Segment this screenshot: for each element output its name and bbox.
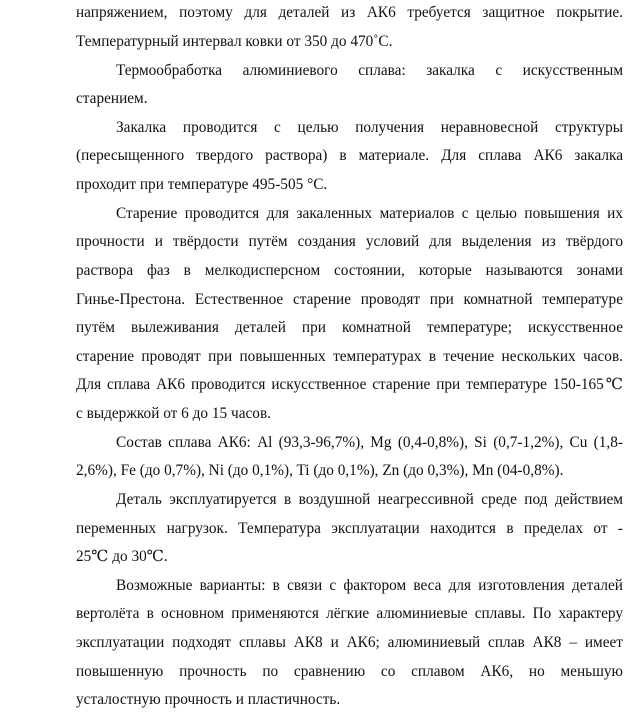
text-line: усталостную прочность и пластичность. bbox=[76, 691, 341, 708]
text-line: (пересыщенного твердого раствора) в материале. Для сплава АК6 закалка bbox=[76, 147, 623, 164]
text-line: эксплуатации подходят сплавы АК8 и АК6; алюминиевый сплав АК8 – имеет bbox=[76, 634, 623, 651]
text-line: Температурный интервал ковки от 350 до 470˚С. bbox=[76, 33, 393, 50]
text-line: Для сплава АК6 проводится искусственное старение при температуре 150-165℃ bbox=[76, 376, 623, 393]
text-line: с выдержкой от 6 до 15 часов. bbox=[76, 405, 271, 422]
text-line: Деталь эксплуатируется в воздушной неагрессивной среде под действием bbox=[116, 491, 623, 508]
text-line: Состав сплава АК6: Al (93,3-96,7%), Mg (0,4-0,8%), Si (0,7-1,2%), Cu (1,8- bbox=[116, 434, 623, 451]
text-line: путём вылеживания деталей при комнатной температуре; искусственное bbox=[76, 319, 623, 336]
text-line: прочности и твёрдости путём создания условий для выделения из твёрдого bbox=[76, 233, 623, 250]
text-line: старением. bbox=[76, 90, 148, 107]
text-line: Возможные варианты: в связи с фактором веса для изготовления деталей bbox=[116, 577, 623, 594]
text-line: 2,6%), Fe (до 0,7%), Ni (до 0,1%), Ti (до 0,1%), Zn (до 0,3%), Mn (04-0,8%). bbox=[76, 462, 564, 479]
text-line: Термообработка алюминиевого сплава: закалка с искусственным bbox=[116, 62, 623, 79]
text-line: вертолёта в основном применяются лёгкие алюминиевые сплавы. По характеру bbox=[76, 605, 623, 622]
text-line: Гинье-Престона. Естественное старение проводят при комнатной температуре bbox=[76, 291, 623, 308]
text-line: раствора фаз в мелкодисперсном состоянии, которые называются зонами bbox=[76, 262, 623, 279]
text-line: Закалка проводится с целью получения неравновесной структуры bbox=[116, 119, 623, 136]
text-line: 25℃ до 30℃. bbox=[76, 548, 168, 565]
text-line: старение проводят при повышенных температурах в течение нескольких часов. bbox=[76, 348, 623, 365]
text-line: переменных нагрузок. Температура эксплуатации находится в пределах от - bbox=[76, 520, 623, 537]
text-line: напряжением, поэтому для деталей из АК6 требуется защитное покрытие. bbox=[76, 4, 623, 21]
text-line: Старение проводится для закаленных материалов с целью повышения их bbox=[116, 205, 623, 222]
text-line: повышенную прочность по сравнению со сплавом АК6, но меньшую bbox=[76, 663, 623, 680]
text-line: проходит при температуре 495-505 °С. bbox=[76, 176, 328, 193]
